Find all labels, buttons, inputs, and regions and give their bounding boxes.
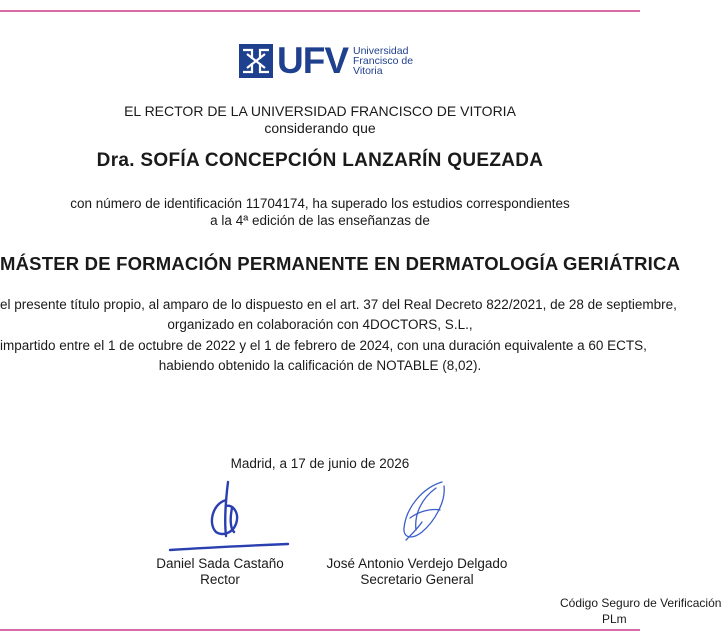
secretary-signature xyxy=(392,478,462,548)
edition-line: a la 4ª edición de las enseñanzas de xyxy=(210,213,430,228)
logo-subtitle-line2: Francisco de xyxy=(353,55,414,67)
dates-duration-line: impartido entre el 1 de octubre de 2022 y el 1 de febrero de 2024, con una duración equivalente a 60 ECTS, xyxy=(0,338,647,353)
recipient-name: Dra. SOFÍA CONCEPCIÓN LANZARÍN QUEZADA xyxy=(96,150,544,171)
collaboration-line: organizado en colaboración con 4DOCTORS, S.L., xyxy=(167,317,473,332)
degree-title: MÁSTER DE FORMACIÓN PERMANENTE EN DERMATOLOGÍA GERIÁTRICA xyxy=(0,253,681,274)
rector-heading: EL RECTOR DE LA UNIVERSIDAD FRANCISCO DE VITORIA xyxy=(124,103,516,119)
identification-line: con número de identificación 11704174, ha superado los estudios correspondientes xyxy=(70,196,570,211)
rector-name: Daniel Sada Castaño xyxy=(156,556,284,571)
secretary-name: José Antonio Verdejo Delgado xyxy=(326,556,508,571)
verification-code: PLm xyxy=(602,612,627,626)
rector-role: Rector xyxy=(200,572,240,587)
secretary-role: Secretario General xyxy=(360,572,474,587)
ufv-emblem-icon xyxy=(239,44,273,78)
logo-acronym: UFV xyxy=(277,40,348,81)
rector-signature xyxy=(160,478,290,558)
logo-subtitle-line1: Universidad xyxy=(353,45,409,57)
legal-basis-line: el presente título propio, al amparo de lo dispuesto en el art. 37 del Real Decreto 822/2021, de 28 de septiembre, xyxy=(0,297,677,312)
rector-signer-block xyxy=(150,556,290,588)
verification-label: Código Seguro de Verificación xyxy=(560,596,721,610)
frame-bottom-border xyxy=(0,629,640,631)
university-logo xyxy=(239,42,413,80)
logo-subtitle xyxy=(353,46,413,76)
logo-subtitle-line3: Vitoria xyxy=(353,65,383,77)
place-date: Madrid, a 17 de junio de 2026 xyxy=(230,456,410,471)
frame-top-border xyxy=(0,10,640,12)
grade-line: habiendo obtenido la calificación de NOTABLE (8,02). xyxy=(158,358,482,373)
secretary-signer-block xyxy=(322,556,512,588)
considering-text: considerando que xyxy=(264,120,376,136)
